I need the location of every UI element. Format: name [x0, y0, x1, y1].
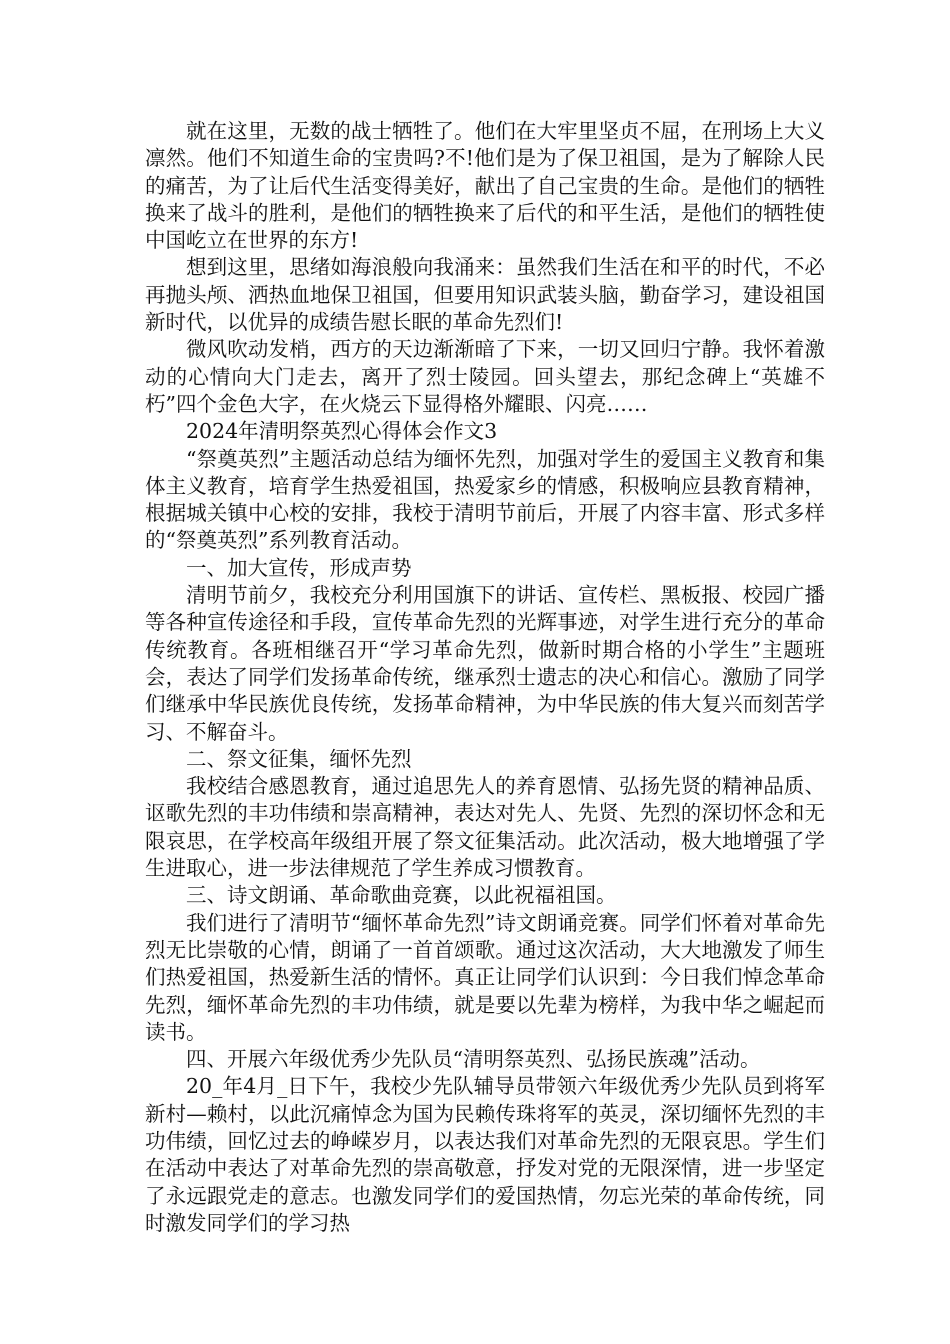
paragraph: 想到这里，思绪如海浪般向我涌来：虽然我们生活在和平的时代，不必再抛头颅、洒热血地保卫祖国，但要用知识武装头脑，勤奋学习，建设祖国新时代，以优异的成绩告慰长眠的革命先烈们! [145, 255, 825, 335]
document-body [145, 118, 825, 1237]
section-heading: 三、诗文朗诵、革命歌曲竞赛，以此祝福祖国。 [186, 883, 617, 908]
paragraph: 微风吹动发梢，西方的天边渐渐暗了下来，一切又回归宁静。我怀着激动的心情向大门走去，离开了烈士陵园。回头望去，那纪念碑上“英雄不朽”四个金色大字，在火烧云下显得格外耀眼、闪亮…… [145, 337, 825, 416]
paragraph: 我校结合感恩教育，通过追思先人的养育恩情、弘扬先贤的精神品质、讴歌先烈的丰功伟绩和崇高精神，表达对先人、先贤、先烈的深切怀念和无限哀思，在学校高年级组开展了祭文征集活动。此次活动，极大地增强了学生进取心，进一步法律规范了学生养成习惯教育。 [145, 774, 825, 881]
section-heading: 一、加大宣传，形成声势 [186, 555, 412, 580]
section-heading: 二、祭文征集，缅怀先烈 [186, 746, 412, 771]
paragraph: “祭奠英烈”主题活动总结为缅怀先烈，加强对学生的爱国主义教育和集体主义教育，培育学生热爱祖国，热爱家乡的情感，积极响应县教育精神，根据城关镇中心校的安排，我校于清明节前后，开展了内容丰富、形式多样的“祭奠英烈”系列教育活动。 [145, 446, 825, 553]
paragraph: 我们进行了清明节“缅怀革命先烈”诗文朗诵竞赛。同学们怀着对革命先烈无比崇敬的心情，朗诵了一首首颂歌。通过这次活动，大大地激发了师生们热爱祖国，热爱新生活的情怀。真正让同学们认识到：今日我们悼念革命先烈，缅怀革命先烈的丰功伟绩，就是要以先辈为榜样，为我中华之崛起而读书。 [145, 910, 825, 1044]
paragraph: 清明节前夕，我校充分利用国旗下的讲话、宣传栏、黑板报、校园广播等各种宣传途径和手段，宣传革命先烈的光辉事迹，对学生进行充分的革命传统教育。各班相继召开“学习革命先烈，做新时期合格的小学生”主题班会，表达了同学们发扬革命传统，继承烈士遗志的决心和信心。激励了同学们继承中华民族优良传统，发扬革命精神，为中华民族的伟大复兴而刻苦学习、不解奋斗。 [145, 583, 825, 744]
paragraph: 就在这里，无数的战士牺牲了。他们在大牢里坚贞不屈，在刑场上大义凛然。他们不知道生命的宝贵吗?不!他们是为了保卫祖国，是为了解除人民的痛苦，为了让后代生活变得美好，献出了自己宝贵的生命。是他们的牺牲换来了战斗的胜利，是他们的牺牲换来了后代的和平生活，是他们的牺牲使中国屹立在世界的东方! [145, 119, 825, 253]
section-title: 2024年清明祭英烈心得体会作文3 [186, 419, 498, 444]
paragraph: 20_年4月_日下午，我校少先队辅导员带领六年级优秀少先队员到将军新村—赖村，以此沉痛悼念为国为民赖传珠将军的英灵，深切缅怀先烈的丰功伟绩，回忆过去的峥嵘岁月，以表达我们对革命先烈的无限哀思。学生们在活动中表达了对革命先烈的崇高敬意，抒发对党的无限深情，进一步坚定了永远跟党走的意志。也激发同学们的爱国热情，勿忘光荣的革命传统，同时激发同学们的学习热 [145, 1074, 825, 1235]
section-heading: 四、开展六年级优秀少先队员“清明祭英烈、弘扬民族魂”活动。 [186, 1047, 761, 1072]
